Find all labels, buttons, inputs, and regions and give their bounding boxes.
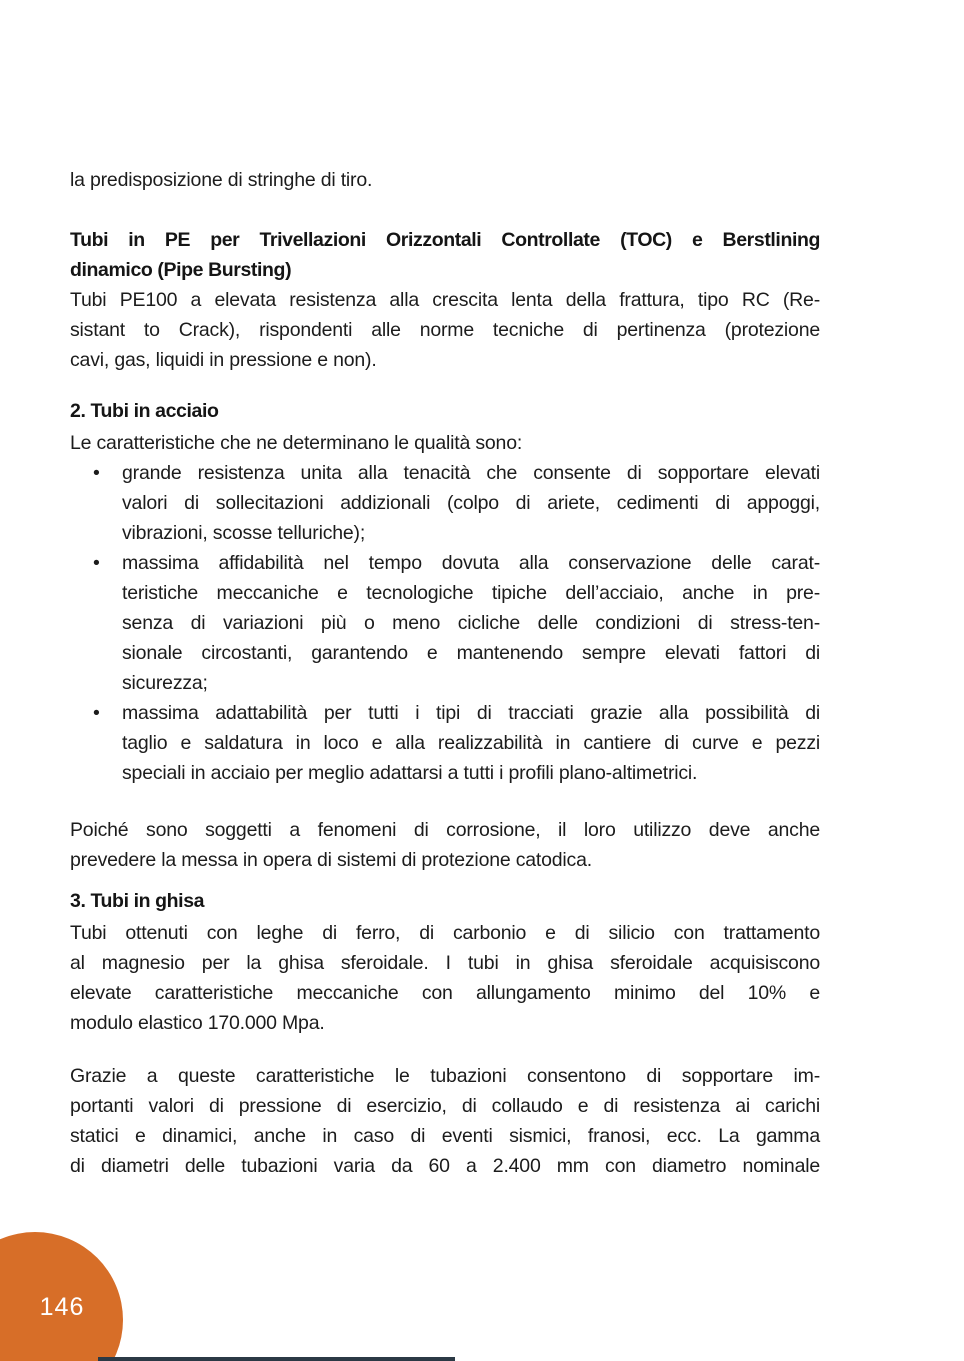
text-line: al magnesio per la ghisa sferoidale. I tubi in ghisa sferoidale acquisiscono (70, 952, 820, 974)
text-line: dinamico (Pipe Bursting) (70, 259, 292, 281)
text-line: Tubi PE100 a elevata resistenza alla crescita lenta della frattura, tipo RC (Re- (70, 289, 820, 311)
text-line: Tubi in PE per Trivellazioni Orizzontali Controllate (TOC) e Berstlining (70, 229, 820, 251)
bullet-item (70, 698, 820, 788)
bullet-item (70, 458, 820, 548)
paragraph-tubi-ghisa (70, 918, 820, 1038)
text-line: valori di sollecitazioni addizionali (colpo di ariete, cedimenti di appoggi, (122, 492, 820, 514)
text-line: taglio e saldatura in loco e alla realizzabilità in cantiere di curve e pezzi (122, 732, 820, 754)
text-line: elevate caratteristiche meccaniche con allungamento minimo del 10% e (70, 982, 820, 1004)
text-line: modulo elastico 170.000 Mpa. (70, 1012, 325, 1034)
text-line: Le caratteristiche che ne determinano le qualità sono: (70, 432, 523, 454)
text-line: Poiché sono soggetti a fenomeni di corrosione, il loro utilizzo deve anche (70, 819, 820, 841)
text-line: cavi, gas, liquidi in pressione e non). (70, 349, 377, 371)
text-line: sionale circostanti, garantendo e mantenendo sempre elevati fattori di (122, 642, 820, 664)
bullet-icon: • (93, 552, 100, 574)
text-line: la predisposizione di stringhe di tiro. (70, 169, 373, 191)
paragraph-tubi-pe (70, 285, 820, 375)
footer-bar (98, 1357, 455, 1361)
page-number: 146 (39, 1293, 85, 1321)
text-line: teristiche meccaniche e tecnologiche tipiche dell’acciaio, anche in pre- (122, 582, 820, 604)
text-line: di diametri delle tubazioni varia da 60 a 2.400 mm con diametro nominale (70, 1155, 820, 1177)
paragraph-grazie (70, 1061, 820, 1181)
text-line: sistant to Crack), rispondenti alle norme tecniche di pertinenza (protezione (70, 319, 820, 341)
heading-tubi-ghisa (70, 886, 820, 916)
text-line: massima affidabilità nel tempo dovuta alla conservazione delle carat- (122, 552, 820, 574)
paragraph-corrosione (70, 815, 820, 875)
text-line: Grazie a queste caratteristiche le tubazioni consentono di sopportare im- (70, 1065, 820, 1087)
paragraph-intro (70, 165, 820, 195)
text-line: senza di variazioni più o meno cicliche delle condizioni di stress-ten- (122, 612, 820, 634)
bullet-icon: • (93, 462, 100, 484)
text-line: sicurezza; (122, 672, 208, 694)
bullet-item (70, 548, 820, 698)
bullet-icon: • (93, 702, 100, 724)
text-line: portanti valori di pressione di esercizio, di collaudo e di resistenza ai carichi (70, 1095, 820, 1117)
paragraph-acciaio-intro (70, 428, 820, 458)
text-line: grande resistenza unita alla tenacità che consente di sopportare elevati (122, 462, 820, 484)
text-line: massima adattabilità per tutti i tipi di tracciati grazie alla possibilità di (122, 702, 820, 724)
text-line: Tubi ottenuti con leghe di ferro, di carbonio e di silicio con trattamento (70, 922, 820, 944)
heading-tubi-acciaio (70, 396, 820, 426)
text-line: vibrazioni, scosse telluriche); (122, 522, 366, 544)
text-line: prevedere la messa in opera di sistemi di protezione catodica. (70, 849, 592, 871)
bullet-list (70, 458, 820, 788)
text-line: 3. Tubi in ghisa (70, 890, 205, 912)
heading-tubi-pe (70, 225, 820, 285)
text-line: speciali in acciaio per meglio adattarsi a tutti i profili plano-altimetrici. (122, 762, 698, 784)
text-line: statici e dinamici, anche in caso di eventi sismici, franosi, ecc. La gamma (70, 1125, 820, 1147)
text-line: 2. Tubi in acciaio (70, 400, 219, 422)
